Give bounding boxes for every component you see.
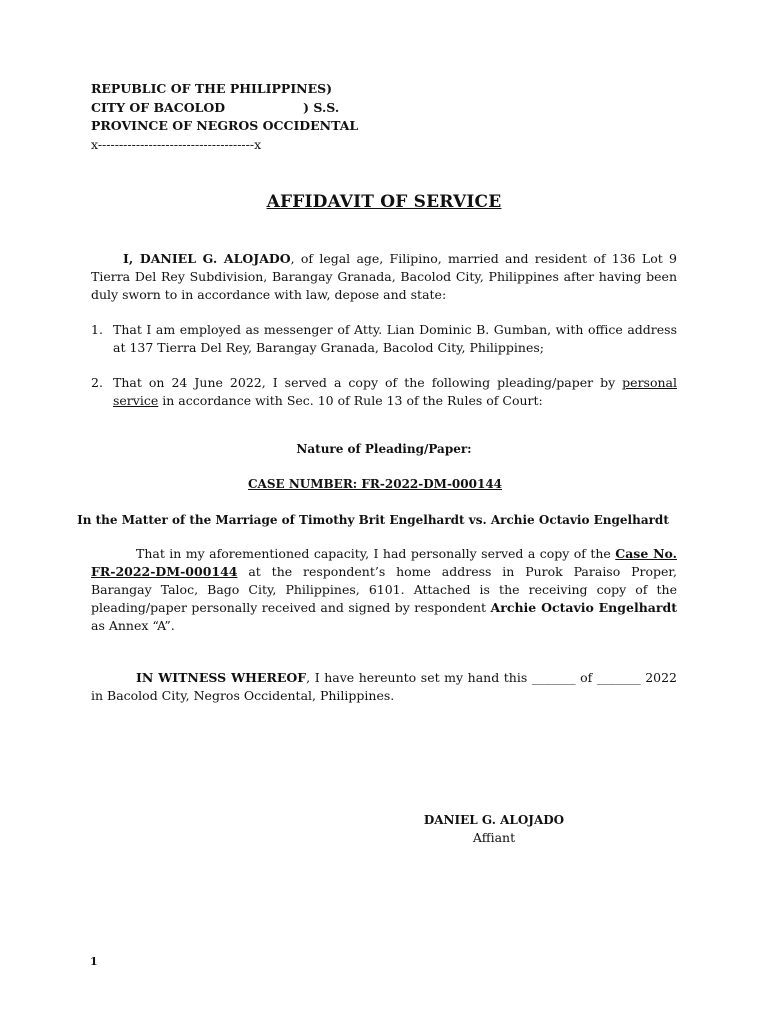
signatory-name: DANIEL G. ALOJADO [423, 813, 565, 827]
caption-city [91, 99, 358, 118]
item-number: 2. [91, 375, 103, 390]
service-text-b: at the respondent’s home address in Purok Paraiso Proper, Barangay Taloc, Bago City, Philippines, 6101. Attached is the receiving copy of the pleading/paper personally received and signed by respondent [91, 564, 677, 615]
respondent-name: Archie Octavio Engelhardt [490, 600, 677, 615]
affiant-name-inline: I, DANIEL G. ALOJADO [123, 251, 291, 266]
caption-ss: ) S.S. [303, 99, 340, 115]
page-number: 1 [90, 955, 98, 968]
signatory-role: Affiant [472, 830, 516, 845]
caption-republic: REPUBLIC OF THE PHILIPPINES) [91, 81, 333, 96]
item-text-part-a: That on 24 June 2022, I served a copy of the following pleading/paper by [113, 375, 623, 390]
nature-heading: Nature of Pleading/Paper: [296, 442, 472, 456]
statement-item-1 [91, 321, 677, 357]
case-title: In the Matter of the Marriage of Timothy Brit Engelhardt vs. Archie Octavio Engelhardt [77, 513, 669, 527]
item-text [113, 374, 677, 410]
caption-province: PROVINCE OF NEGROS OCCIDENTAL [91, 118, 359, 133]
personal-service-term: personal service [113, 375, 677, 408]
witness-lead: IN WITNESS WHEREOF [136, 670, 307, 685]
intro-text: , of legal age, Filipino, married and resident of 136 Lot 9 Tierra Del Rey Subdivision, Barangay Granada, Bacolod City, Philippines after having been duly sworn to in accordance with law, depose and state: [91, 251, 677, 302]
witness-text: , I have hereunto set my hand this _______ of _______ 2022 in Bacolod City, Negros Occidental, Philippines. [91, 670, 678, 703]
item-text-part-b: in accordance with Sec. 10 of Rule 13 of the Rules of Court: [158, 393, 543, 408]
service-paragraph [91, 545, 677, 635]
service-text-a: That in my aforementioned capacity, I had personally served a copy of the [136, 546, 616, 561]
intro-paragraph [91, 250, 677, 304]
caption-city-name: CITY OF BACOLOD [91, 99, 226, 115]
item-number: 1. [91, 322, 103, 337]
signature-block [380, 811, 608, 847]
witness-paragraph [91, 669, 677, 705]
statement-item-2 [91, 374, 677, 410]
case-number: CASE NUMBER: FR-2022-DM-000144 [247, 477, 503, 491]
document-caption [91, 80, 358, 154]
service-text-c: as Annex “A”. [91, 618, 175, 633]
item-text: That I am employed as messenger of Atty. Lian Dominic B. Gumban, with office address at 137 Tierra Del Rey, Barangay Granada, Bacolod City, Philippines; [113, 322, 677, 355]
caption-divider: x-------------------------------------x [91, 136, 262, 152]
case-reference: Case No. FR-2022-DM-000144 [91, 546, 677, 579]
document-title: AFFIDAVIT OF SERVICE [266, 192, 502, 212]
